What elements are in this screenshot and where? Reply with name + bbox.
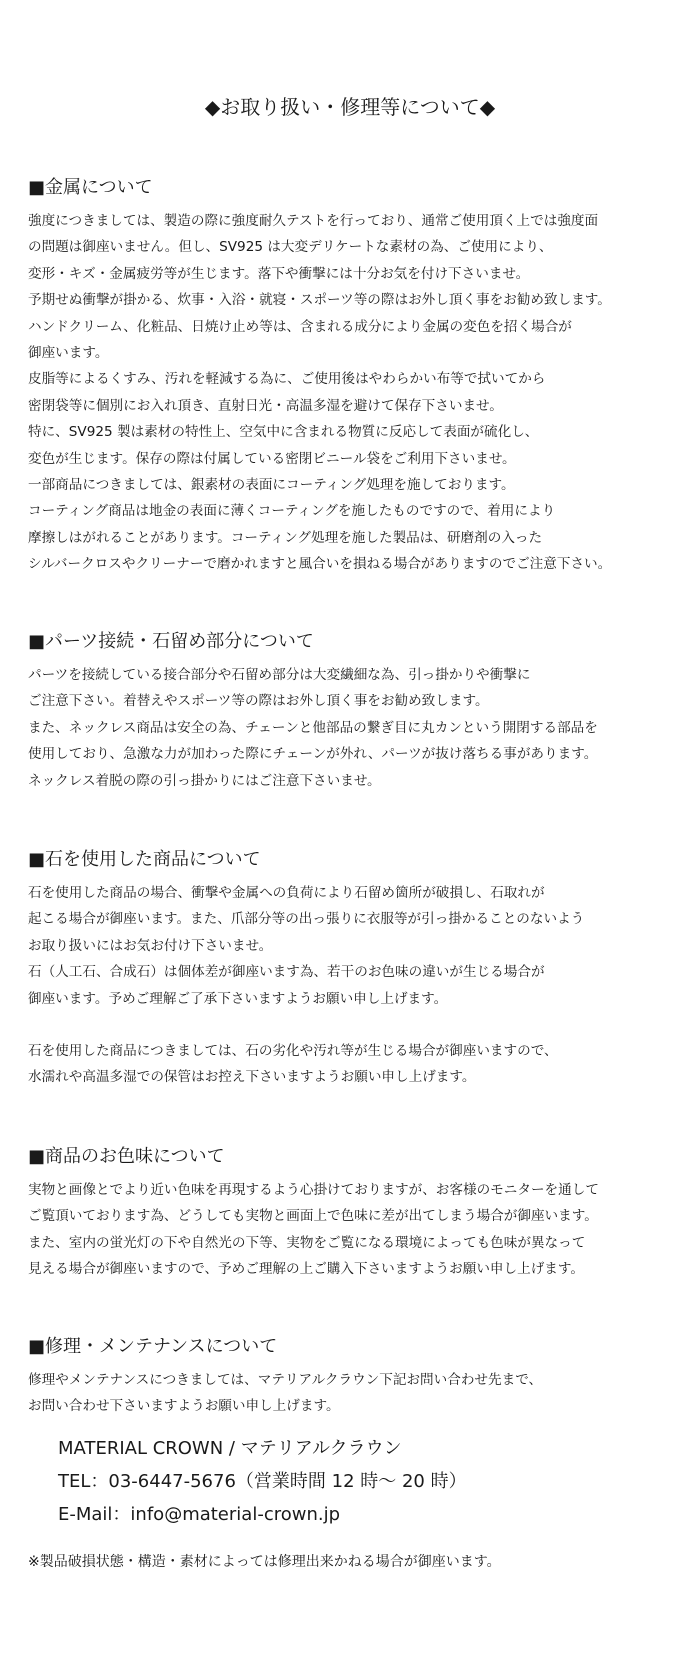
body-line: 予期せぬ衝撃が掛かる、炊事・入浴・就寝・スポーツ等の際はお外し頂く事をお勧め致します。 xyxy=(28,292,611,309)
section-metal xyxy=(28,174,688,578)
body-line: 密閉袋等に個別にお入れ頂き、直射日光・高温多湿を避けて保存下さいませ。 xyxy=(28,397,503,414)
body-line: 特に、SV925 製は素材の特性上、空気中に含まれる物質に反応して表面が硫化し、 xyxy=(28,424,539,441)
body-line: 強度につきましては、製造の際に強度耐久テストを行っており、通常ご使用頂く上では強度面 xyxy=(28,213,599,229)
body-line: ハンドクリーム、化粧品、日焼け止め等は、含まれる成分により金属の変色を招く場合が xyxy=(28,318,572,335)
section-repair xyxy=(28,1333,688,1420)
body-line: ご注意下さい。着替えやスポーツ等の際はお外し頂く事をお勧め致します。 xyxy=(28,693,489,710)
body-line: 石（人工石、合成石）は個体差が御座います為、若干のお色味の違いが生じる場合が xyxy=(28,964,545,981)
body-line: 一部商品につきましては、銀素材の表面にコーティング処理を施しております。 xyxy=(28,477,515,494)
body-line: 御座います。 xyxy=(28,345,109,362)
body-line: また、室内の蛍光灯の下や自然光の下等、実物をご覧になる環境によっても色味が異なって xyxy=(28,1234,586,1251)
company-name: MATERIAL CROWN / マテリアルクラウン xyxy=(58,1438,402,1459)
body-line: 起こる場合が御座います。また、爪部分等の出っ張りに衣服等が引っ掛かることのないよう xyxy=(28,911,585,928)
section-stone xyxy=(28,846,688,1091)
body-line: 修理やメンテナンスにつきましては、マテリアルクラウン下記お問い合わせ先まで、 xyxy=(28,1372,543,1388)
page-title: ◆お取り扱い・修理等について◆ xyxy=(204,95,496,119)
email-address[interactable]: E-Mail：info@material-crown.jp xyxy=(58,1504,341,1525)
section-heading: ■石を使用した商品について xyxy=(28,849,261,870)
body-line: シルバークロスやクリーナーで磨かれますと風合いを損ねる場合がありますのでご注意下さい。 xyxy=(28,556,612,573)
body-line: 見える場合が御座いますので、予めご理解の上ご購入下さいますようお願い申し上げます。 xyxy=(28,1261,584,1278)
repair-footnote: ※製品破損状態・構造・素材によっては修理出来かねる場合が御座います。 xyxy=(28,1554,501,1570)
body-line: の問題は御座いません。但し、SV925 は大変デリケートな素材の為、ご使用により、 xyxy=(28,239,553,256)
section-heading: ■金属について xyxy=(28,177,153,198)
paragraph-spacer xyxy=(28,1012,688,1038)
section-body xyxy=(28,1177,688,1283)
phone-number: TEL：03-6447-5676（営業時間 12 時～ 20 時） xyxy=(58,1471,467,1492)
body-line: 実物と画像とでより近い色味を再現するよう心掛けておりますが、お客様のモニターを通して xyxy=(28,1182,599,1198)
body-line: 使用しており、急激な力が加わった際にチェーンが外れ、パーツが抜け落ちる事があります。 xyxy=(28,746,598,763)
body-line: ネックレス着脱の際の引っ掛かりにはご注意下さいませ。 xyxy=(28,772,381,789)
section-body xyxy=(28,662,688,794)
section-heading: ■修理・メンテナンスについて xyxy=(28,1336,278,1357)
section-parts xyxy=(28,628,688,794)
body-line: 石を使用した商品につきましては、石の劣化や汚れ等が生じる場合が御座いますので、 xyxy=(28,1043,558,1060)
body-line: ご覧頂いております為、どうしても実物と画面上で色味に差が出てしまう場合が御座います。 xyxy=(28,1208,598,1225)
body-line: 皮脂等によるくすみ、汚れを軽減する為に、ご使用後はやわらかい布等で拭いてから xyxy=(28,371,546,388)
body-line: 石を使用した商品の場合、衝撃や金属への負荷により石留め箇所が破損し、石取れが xyxy=(28,885,545,901)
body-line: お問い合わせ下さいますようお願い申し上げます。 xyxy=(28,1398,340,1415)
body-line: 変形・キズ・金属疲労等が生じます。落下や衝撃には十分お気を付け下さいませ。 xyxy=(28,265,530,282)
contact-block xyxy=(58,1432,658,1531)
section-body xyxy=(28,1367,688,1420)
section-body xyxy=(28,880,688,1091)
section-body xyxy=(28,208,688,578)
body-line: 御座います。予めご理解ご了承下さいますようお願い申し上げます。 xyxy=(28,990,448,1007)
body-line: 摩擦しはがれることがあります。コーティング処理を施した製品は、研磨剤の入った xyxy=(28,529,543,546)
body-line: 変色が生じます。保存の際は付属している密閉ビニール袋をご利用下さいませ。 xyxy=(28,450,516,467)
section-heading: ■パーツ接続・石留め部分について xyxy=(28,631,314,652)
section-heading: ■商品のお色味について xyxy=(28,1146,225,1167)
body-line: コーティング商品は地金の表面に薄くコーティングを施したものですので、着用により xyxy=(28,503,556,520)
body-line: 水濡れや高温多湿での保管はお控え下さいますようお願い申し上げます。 xyxy=(28,1069,476,1086)
body-line: お取り扱いにはお気お付け下さいませ。 xyxy=(28,937,273,954)
body-line: パーツを接続している接合部分や石留め部分は大変繊細な為、引っ掛かりや衝撃に xyxy=(28,667,531,683)
body-line: また、ネックレス商品は安全の為、チェーンと他部品の繋ぎ目に丸カンという開閉する部品を xyxy=(28,719,598,736)
section-color xyxy=(28,1143,688,1283)
